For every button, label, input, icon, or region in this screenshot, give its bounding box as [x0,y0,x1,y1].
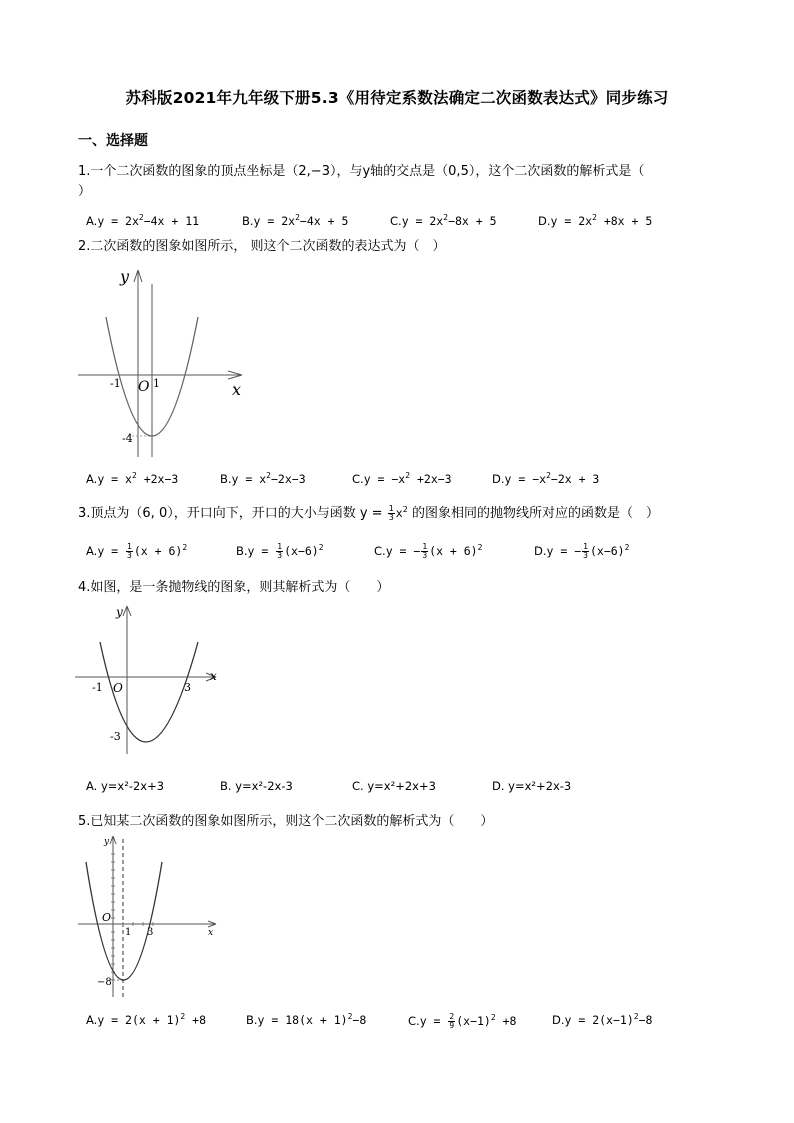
q5-option-b[interactable]: $B.y = 18(x + 1)^2-8$ [246,1012,367,1027]
tick-label: -1 [110,377,121,390]
q4-option-b[interactable]: B. y=x²-2x-3 [220,779,293,793]
tick-label: −8 [97,977,112,988]
section-heading: 一、选择题 [78,133,148,149]
parabola [86,862,162,980]
question-3-text: 3.顶点为（6, 0），开口向下，开口的大小与函数 y = $\frac{1}{3}$ $x^2$ 的图象相同的抛物线所对应的函数是（ ） [78,504,659,522]
y-label: y [120,267,130,286]
tick-label: -3 [110,730,121,743]
tick-label: 1 [153,377,160,390]
question-1-stem: 1.一个二次函数的图象的顶点坐标是（2,−3），与y轴的交点是（0,5），这个二次函数的解析式是（ [78,164,645,179]
q1-option-a[interactable]: $A.y = 2x^2-4x + 11$ [86,213,200,228]
q5-option-a[interactable]: $A.y = 2(x + 1)^2 +8$ [86,1012,207,1027]
origin-label: O [102,911,112,924]
q4-option-c[interactable]: C. y=x²+2x+3 [352,779,436,793]
x-label: x [208,928,214,938]
q2-option-d[interactable]: $D.y = -x^2-2x + 3$ [492,471,600,486]
q4-option-d[interactable]: D. y=x²+2x-3 [492,779,572,793]
q5-option-d[interactable]: $D.y = 2(x-1)^2-8$ [552,1012,653,1027]
question-5-text: 5.已知某二次函数的图象如图所示，则这个二次函数的解析式为（ ） [78,814,494,829]
q5-option-c[interactable]: C.y = $\frac{2}{9}$ $(x-1)^2 +8$ [408,1012,517,1030]
q3-option-b[interactable]: B.y = $\frac{1}{3}$ $(x-6)^2$ [236,542,324,560]
q2-option-c[interactable]: $C.y = -x^2 +2x-3$ [352,471,452,486]
x-label: x [210,669,217,683]
tick-label: 3 [147,927,154,938]
question-2-graph [70,262,260,462]
origin-label: O [113,681,123,695]
x-label: x [232,380,242,399]
origin-label: O [138,379,150,395]
y-label: y [104,837,110,847]
question-5-graph [74,832,224,1000]
tick-label: -4 [122,432,133,445]
y-label: y [116,605,123,619]
page-title: 苏科版2021年九年级下册5.3《用待定系数法确定二次函数表达式》同步练习 [125,89,669,107]
q2-option-b[interactable]: $B.y = x^2-2x-3$ [220,471,306,486]
q2-option-a[interactable]: $A.y = x^2 +2x-3$ [86,471,179,486]
q3-option-c[interactable]: C.y = − $\frac{1}{3}$ $(x + 6)^2$ [374,542,483,560]
question-1-stem-end: ） [78,184,92,199]
fraction: $\frac{1}{3}$ [388,504,394,522]
question-4-graph [70,602,230,757]
tick-label: -1 [92,681,103,694]
q1-option-c[interactable]: $C.y = 2x^2-8x + 5$ [390,213,497,228]
grid-ticks [111,854,153,980]
q1-option-d[interactable]: $D.y = 2x^2 +8x + 5$ [538,213,653,228]
question-2-text: 2.二次函数的图象如图所示， 则这个二次函数的表达式为（ ） [78,239,446,254]
q1-option-b[interactable]: $B.y = 2x^2-4x + 5$ [242,213,349,228]
q4-option-a[interactable]: A. y=x²-2x+3 [86,779,165,793]
tick-label: 3 [184,681,191,694]
q3-option-d[interactable]: D.y = − $\frac{1}{3}$ $(x-6)^2$ [534,542,630,560]
q3-option-a[interactable]: A.y = $\frac{1}{3}$ $(x + 6)^2$ [86,542,188,560]
tick-label: 1 [125,927,132,938]
question-4-text: 4.如图，是一条抛物线的图象，则其解析式为（ ） [78,580,390,595]
question-1-text [78,162,728,202]
